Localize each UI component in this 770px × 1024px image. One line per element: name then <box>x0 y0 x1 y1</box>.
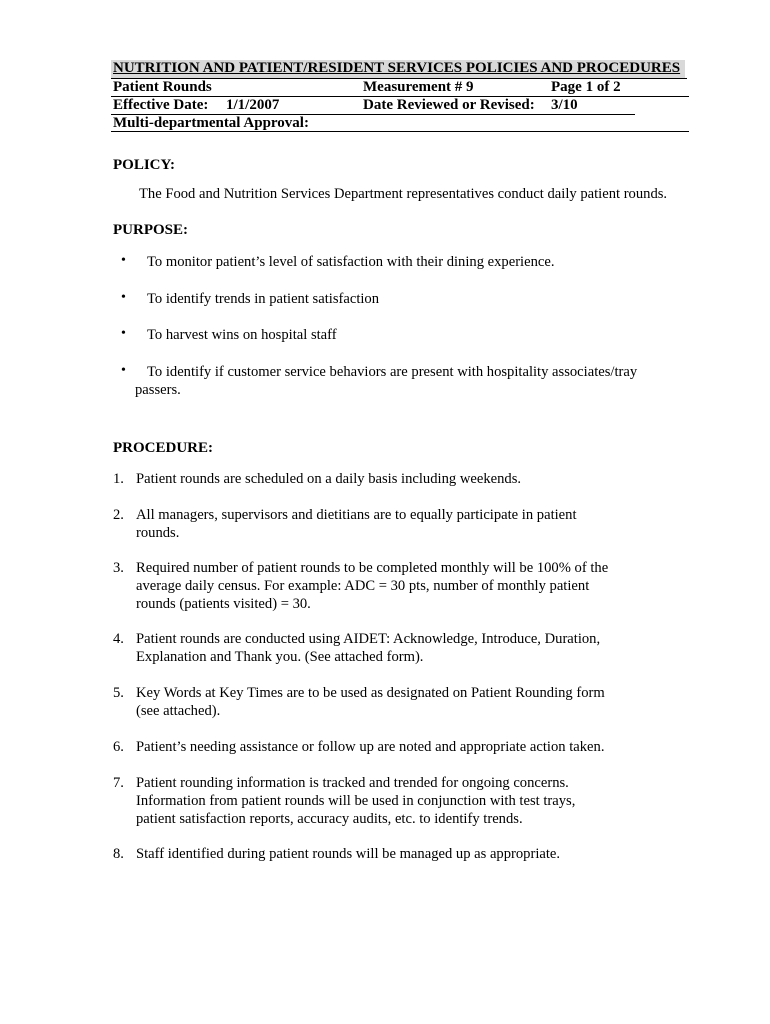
purpose-item: To identify if customer service behaviors are present with hospitality associates/tray passers. <box>135 364 638 398</box>
procedure-item: Patient rounding information is tracked and trended for ongoing concerns. Information from patient rounds will be used in conjunction with test trays, patient satisfaction reports, accuracy audits, etc. to identify trends. <box>136 775 576 827</box>
procedure-item: Required number of patient rounds to be completed monthly will be 100% of the average daily census. For example: ADC = 30 pts, number of monthly patient rounds (patients visited) = 30. <box>136 560 609 612</box>
bullet-marker: • <box>121 253 126 268</box>
item-number: 6. <box>113 739 124 755</box>
policy-name: Patient Rounds <box>113 79 212 95</box>
bullet-marker: • <box>121 290 126 305</box>
item-number: 5. <box>113 685 124 701</box>
item-number: 3. <box>113 560 124 576</box>
item-number: 4. <box>113 631 124 647</box>
document-title: NUTRITION AND PATIENT/RESIDENT SERVICES POLICIES AND PROCEDURES <box>113 60 681 76</box>
procedure-item: Staff identified during patient rounds will be managed up as appropriate. <box>136 846 561 862</box>
procedure-item: Key Words at Key Times are to be used as designated on Patient Rounding form (see attached). <box>136 685 605 719</box>
page-number: Page 1 of 2 <box>551 79 621 95</box>
effective-date-label: Effective Date: <box>113 97 209 113</box>
purpose-item: To identify trends in patient satisfaction <box>147 291 380 307</box>
approval-label: Multi-departmental Approval: <box>113 115 309 131</box>
procedure-item: Patient’s needing assistance or follow up are noted and appropriate action taken. <box>136 739 605 755</box>
procedure-heading: PROCEDURE: <box>113 440 213 456</box>
revised-date-label: Date Reviewed or Revised: <box>363 97 535 113</box>
bullet-marker: • <box>121 363 126 378</box>
item-number: 2. <box>113 507 124 523</box>
procedure-item: Patient rounds are scheduled on a daily basis including weekends. <box>136 471 522 487</box>
effective-date-value: 1/1/2007 <box>226 97 280 113</box>
purpose-item: To monitor patient’s level of satisfaction with their dining experience. <box>147 254 555 270</box>
purpose-heading: PURPOSE: <box>113 222 188 238</box>
measurement-number: Measurement # 9 <box>363 79 474 95</box>
bullet-marker: • <box>121 326 126 341</box>
revised-date-value: 3/10 <box>551 97 578 113</box>
row3-rule <box>111 131 689 132</box>
policy-text: The Food and Nutrition Services Department representatives conduct daily patient rounds. <box>139 186 668 202</box>
procedure-item: Patient rounds are conducted using AIDET: Acknowledge, Introduce, Duration, Explanation and Thank you. (See attached form). <box>136 631 601 665</box>
item-number: 7. <box>113 775 124 791</box>
procedure-item: All managers, supervisors and dietitians are to equally participate in patient rounds. <box>136 507 577 541</box>
policy-heading: POLICY: <box>113 157 175 173</box>
item-number: 1. <box>113 471 124 487</box>
item-number: 8. <box>113 846 124 862</box>
purpose-item: To harvest wins on hospital staff <box>147 327 337 343</box>
